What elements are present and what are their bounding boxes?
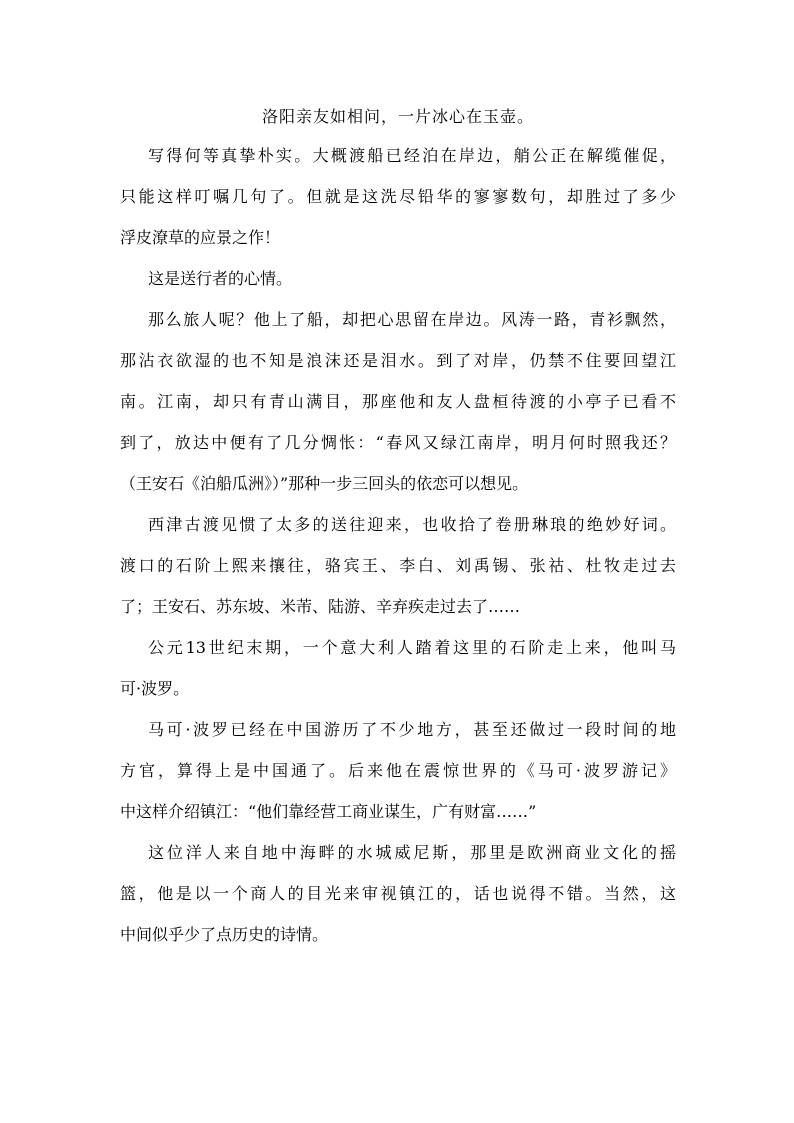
paragraph [120, 143, 676, 255]
paragraph-line: 渡口的石阶上熙来攘往，骆宾王、李白、刘禹锡、张祜、杜牧走过去 [120, 556, 676, 575]
paragraph-line: 浮皮潦草的应景之作！ [120, 228, 281, 247]
paragraph-line: （王安石《泊船瓜洲》）”那种一步三回头的依恋可以想见。 [120, 474, 529, 493]
paragraph-line: 中间似乎少了点历史的诗情。 [120, 925, 329, 944]
paragraph [120, 266, 676, 296]
paragraph-line: 这位洋人来自地中海畔的水城威尼斯，那里是欧洲商业文化的摇 [148, 843, 676, 862]
paragraph [120, 635, 676, 706]
paragraph-line: 那么旅人呢？他上了船，却把心思留在岸边。风涛一路，青衫飘然， [148, 310, 676, 329]
paragraph-line: 马可·波罗已经在中国游历了不少地方，甚至还做过一段时间的地 [148, 720, 676, 739]
paragraph [120, 512, 676, 624]
poem-line: 洛阳亲友如相问，一片冰心在玉壶。 [261, 107, 534, 126]
paragraph-line: 到了，放达中便有了几分惆怅：“春风又绿江南岸，明月何时照我还？ [120, 433, 676, 452]
paragraph-line: 只能这样叮嘱几句了。但就是这洗尽铅华的寥寥数句，却胜过了多少 [120, 187, 676, 206]
paragraph-line: 那沾衣欲湿的也不知是浪沫还是泪水。到了对岸，仍禁不住要回望江 [120, 351, 676, 370]
paragraph [120, 307, 676, 501]
paragraph [120, 840, 676, 952]
paragraph-line: 方官，算得上是中国通了。后来他在震惊世界的《马可·波罗游记》 [120, 761, 676, 780]
paragraph [120, 717, 676, 829]
paragraph-line: 这是送行者的心情。 [148, 269, 293, 288]
paragraph-line: 了；王安石、苏东坡、米芾、陆游、辛弃疾走过去了…… [120, 597, 521, 616]
paragraph-line: 可·波罗。 [120, 679, 190, 698]
paragraph-line: 南。江南，却只有青山满目，那座他和友人盘桓待渡的小亭子已看不 [120, 392, 676, 411]
paragraph-line: 公元13世纪末期，一个意大利人踏着这里的石阶走上来，他叫马 [148, 638, 676, 657]
paragraph-line: 写得何等真挚朴实。大概渡船已经泊在岸边，艄公正在解缆催促， [148, 146, 676, 165]
paragraph-line: 篮，他是以一个商人的目光来审视镇江的，话也说得不错。当然，这 [120, 884, 676, 903]
paragraph-line: 中这样介绍镇江：“他们靠经营工商业谋生，广有财富……” [120, 802, 537, 821]
document-body [120, 102, 676, 963]
paragraph-line: 西津古渡见惯了太多的送往迎来，也收拾了卷册琳琅的绝妙好词。 [148, 515, 676, 534]
